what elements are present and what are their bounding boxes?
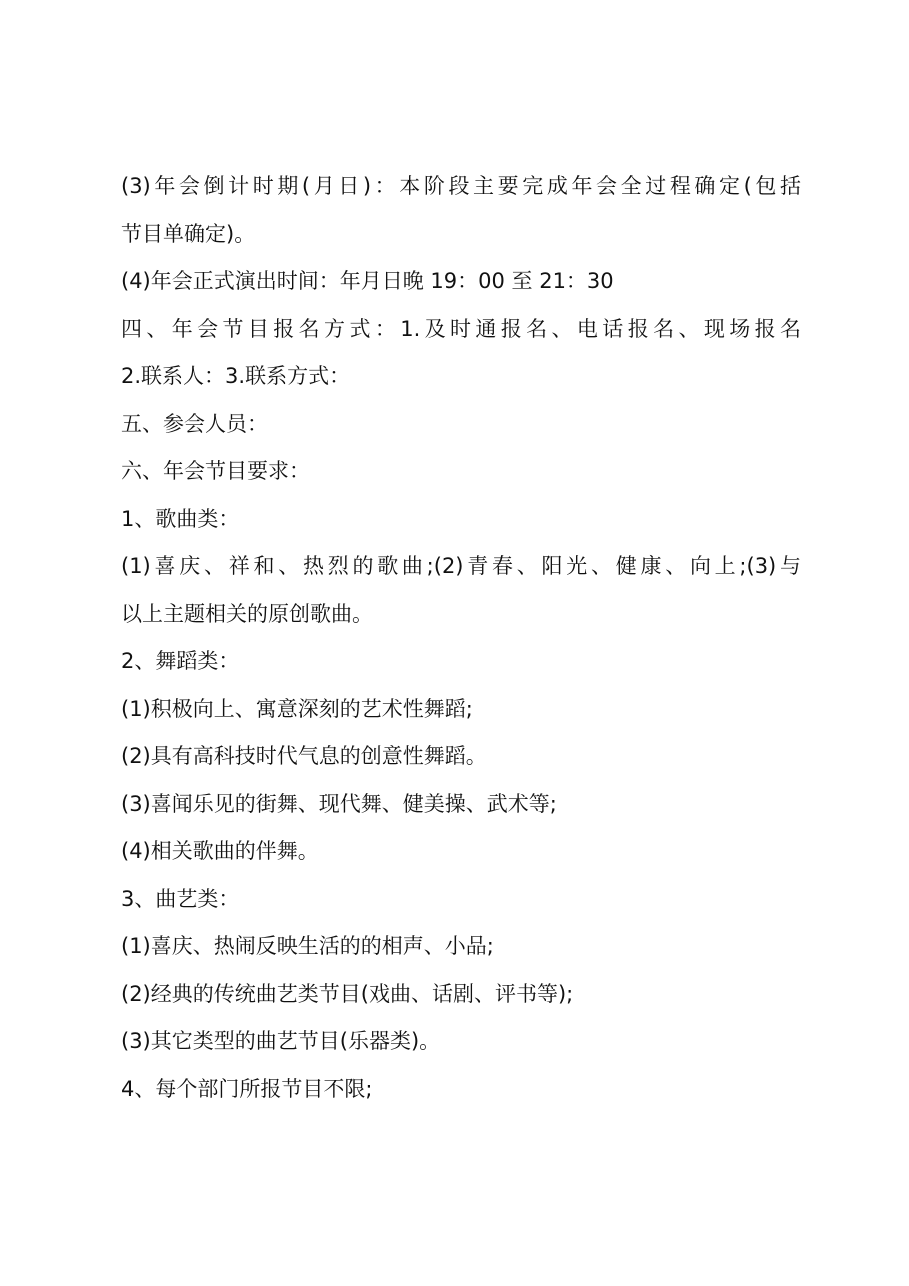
list-item-dance-1: (1)积极向上、寓意深刻的艺术性舞蹈; (121, 696, 473, 721)
list-item-dance-4: (4)相关歌曲的伴舞。 (121, 839, 319, 863)
heading-songs: 1、歌曲类： (121, 506, 240, 531)
heading-attendees: 五、参会人员： (121, 411, 268, 436)
heading-registration-method: 四、年会节目报名方式：1.及时通报名、电话报名、现场报名 (121, 316, 801, 341)
heading-folk-art: 3、曲艺类： (121, 886, 240, 911)
paragraph-countdown-period: (3)年会倒计时期(月日)：本阶段主要完成年会全过程确定(包括 (121, 174, 801, 198)
list-item-dance-2: (2)具有高科技时代气息的创意性舞蹈。 (121, 744, 487, 768)
list-item-dance-3: (3)喜闻乐见的街舞、现代舞、健美操、武术等; (121, 791, 557, 816)
paragraph-countdown-period-cont: 节目单确定)。 (121, 221, 256, 246)
paragraph-songs-requirements-cont: 以上主题相关的原创歌曲。 (121, 601, 373, 626)
paragraph-show-time: (4)年会正式演出时间：年月日晚 19：00 至 21：30 (121, 269, 614, 293)
paragraph-department-limit: 4、每个部门所报节目不限; (121, 1076, 373, 1101)
heading-dance: 2、舞蹈类： (121, 649, 240, 673)
paragraph-songs-requirements: (1)喜庆、祥和、热烈的歌曲;(2)青春、阳光、健康、向上;(3)与 (121, 554, 801, 578)
heading-program-requirements: 六、年会节目要求： (121, 459, 310, 483)
paragraph-contact: 2.联系人：3.联系方式： (121, 364, 351, 388)
list-item-folk-art-1: (1)喜庆、热闹反映生活的的相声、小品; (121, 934, 494, 958)
document-body (121, 163, 801, 1113)
list-item-folk-art-2: (2)经典的传统曲艺类节目(戏曲、话剧、评书等); (121, 981, 574, 1006)
list-item-folk-art-3: (3)其它类型的曲艺节目(乐器类)。 (121, 1029, 441, 1053)
